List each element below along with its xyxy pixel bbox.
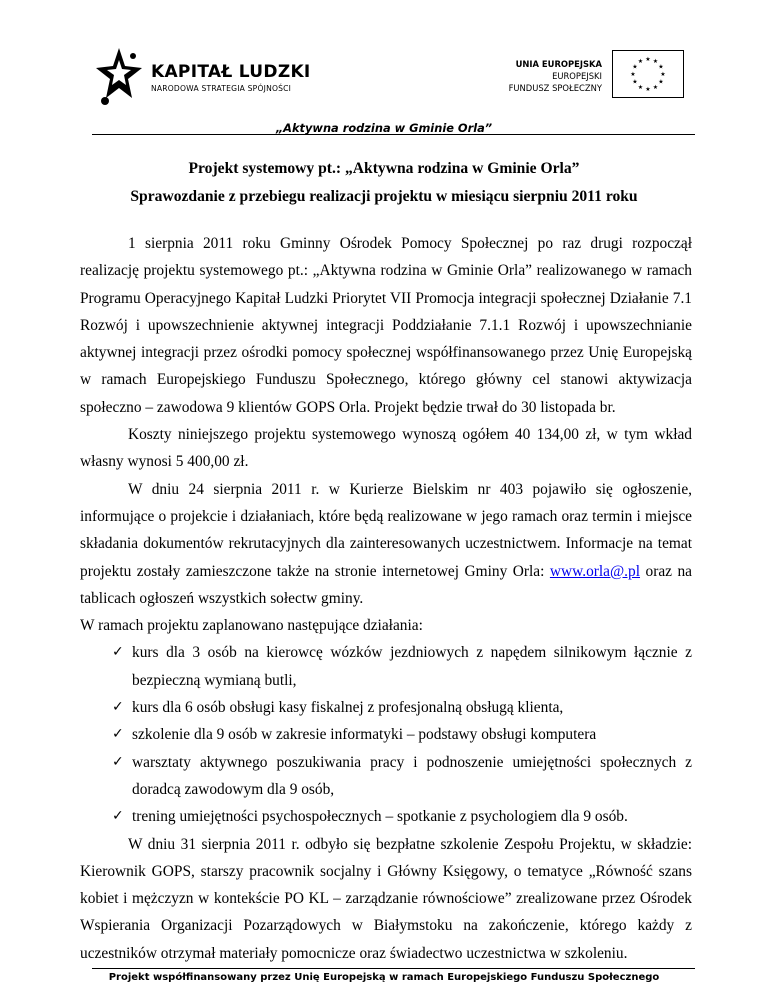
action-text: trening umiejętności psychospołecznych – spotkanie z psychologiem dla 9 osób. — [132, 808, 628, 826]
svg-text:★: ★ — [632, 63, 638, 71]
footer-divider — [92, 968, 695, 969]
svg-text:★: ★ — [630, 71, 636, 78]
svg-text:★: ★ — [652, 58, 659, 65]
eu-line-1: UNIA EUROPEJSKA — [515, 59, 602, 69]
action-text: kurs dla 3 osób na kierowcę wózków jezdniowych z napędem silnikowym łącznie z bezpieczną wymianą butli, — [132, 644, 692, 689]
svg-text:★: ★ — [645, 86, 651, 93]
paragraph-1: 1 sierpnia 2011 roku Gminny Ośrodek Pomocy Społecznej po raz drugi rozpoczął realizację projektu systemowego pt.: „Aktywna rodzina w Gminie Orla” realizowanego w ramach Programu Operacyjnego Kapitał Ludzki Priorytet VII Promocja integracji społecznej Działanie 7.1 Rozwój i upowszechnienie aktywnej integracji Poddziałanie 7.1.1 Rozwój i upowszechnianie aktywnej integracji przez ośrodki pomocy społecznej współfinansowanego przez Unię Europejską w ramach Europejskiego Funduszu Społecznego, którego główny cel stanowi aktywizacja społeczno – zawodowa 9 klientów GOPS Orla. Projekt będzie trwał do 30 listopada br. — [80, 235, 692, 416]
list-item — [114, 749, 692, 804]
svg-text:★: ★ — [645, 56, 651, 63]
checkmark-icon: ✓ — [112, 644, 124, 661]
document-subtitle: Sprawozdanie z przebiegu realizacji projektu w miesiącu sierpniu 2011 roku — [130, 188, 638, 205]
header-project-name: „Aktywna rodzina w Gminie Orla” — [275, 121, 493, 135]
action-text: kurs dla 6 osób obsługi kasy fiskalnej z profesjonalną obsługą klienta, — [132, 699, 564, 717]
list-item — [114, 639, 692, 694]
document-title: Projekt systemowy pt.: „Aktywna rodzina w Gminie Orla” — [188, 160, 580, 177]
eu-line-2: EUROPEJSKI — [552, 71, 602, 81]
paragraph-3 — [80, 476, 692, 612]
paragraph-3-text-a: W dniu 24 sierpnia 2011 r. w Kurierze Bielskim nr 403 pojawiło się ogłoszenie, informujące o projekcie i działaniach, które będą realizowane w jego ramach oraz termin i miejsce składania dokumentów rekrutacyjnych dla zainteresowanych uczestnictwem. Informacje na temat projektu zostały zamieszczone także na stronie internetowej Gminy Orla: — [80, 480, 692, 580]
kapital-ludzki-title: KAPITAŁ LUDZKI — [151, 62, 311, 82]
list-item — [114, 721, 692, 748]
svg-text:★: ★ — [658, 78, 664, 86]
kapital-ludzki-star-icon — [95, 46, 143, 108]
kapital-ludzki-subtitle: NARODOWA STRATEGIA SPÓJNOŚCI — [151, 84, 292, 93]
list-item — [114, 694, 692, 721]
svg-text:★: ★ — [652, 84, 659, 91]
paragraph-4: W dniu 31 sierpnia 2011 r. odbyło się bezpłatne szkolenie Zespołu Projektu, w składzie: Kierownik GOPS, starszy pracownik socjalny i Główny Księgowy, o tematyce „Równość szans kobiet i mężczyzn w kontekście PO KL – zarządzanie równościowe” zrealizowane przez Ośrodek Wspierania Organizacji Pozarządowych w Białymstoku na zakończenie, którego każdy z uczestników otrzymał materiały pomocnicze oraz świadectwo uczestnictwa w szkoleniu. — [80, 835, 692, 962]
svg-text:★: ★ — [637, 58, 644, 65]
action-text: warsztaty aktywnego poszukiwania pracy i podnoszenie umiejętności społecznych z doradcą zawodowym dla 9 osób, — [132, 753, 692, 798]
svg-text:★: ★ — [660, 71, 666, 78]
action-text: szkolenie dla 9 osób w zakresie informatyki – podstawy obsługi komputera — [132, 726, 597, 744]
eu-flag-icon — [612, 50, 684, 98]
footer-text: Projekt współfinansowany przez Unię Europejską w ramach Europejskiego Funduszu Społecznego — [108, 972, 660, 983]
checkmark-icon: ✓ — [112, 726, 124, 743]
checkmark-icon: ✓ — [112, 808, 124, 825]
paragraph-3-text-b: oraz na tablicach ogłoszeń wszystkich sołectw gminy. — [80, 562, 692, 607]
eu-fund-text — [509, 58, 602, 94]
kapital-ludzki-logo — [95, 46, 315, 108]
checkmark-icon: ✓ — [112, 753, 124, 770]
checkmark-icon: ✓ — [112, 699, 124, 716]
list-intro: W ramach projektu zaplanowano następujące działania: — [80, 617, 423, 635]
eu-line-3: FUNDUSZ SPOŁECZNY — [508, 83, 602, 93]
header-divider — [92, 134, 695, 135]
document-body — [80, 230, 692, 967]
gmina-website-link[interactable]: www.orla@.pl — [549, 562, 641, 580]
actions-list — [80, 639, 692, 830]
svg-text:★: ★ — [658, 63, 664, 71]
paragraph-2: Koszty niniejszego projektu systemowego wynoszą ogółem 40 134,00 zł, w tym wkład własny wynosi 5 400,00 zł. — [80, 426, 692, 471]
list-item — [114, 803, 692, 830]
svg-text:★: ★ — [632, 78, 638, 86]
svg-text:★: ★ — [637, 84, 644, 91]
